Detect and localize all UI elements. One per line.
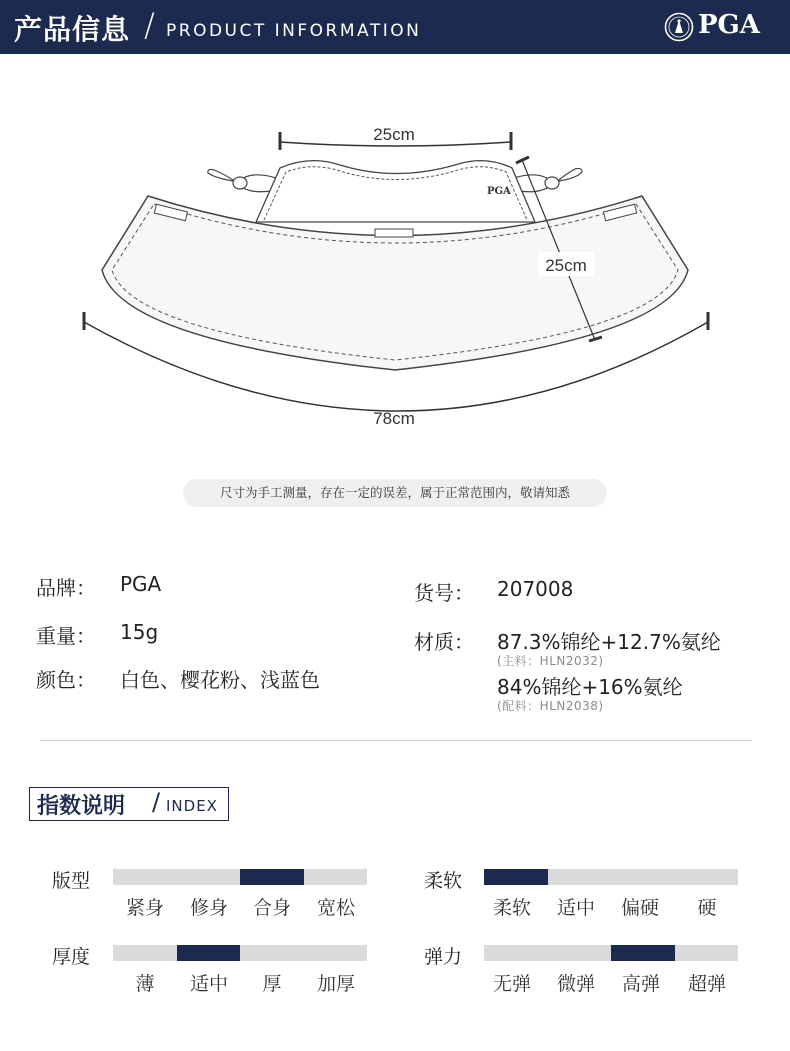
section-divider [40, 740, 752, 741]
elasticity-option: 无弹 [492, 973, 532, 995]
metric-label-thickness: 厚度 [52, 946, 91, 968]
drawcord-left [208, 169, 276, 191]
depth-label: 25cm [545, 256, 587, 275]
fit-scale-indicator [240, 869, 304, 885]
outer-length-label: 78cm [373, 409, 415, 428]
elasticity-scale-bar [484, 945, 738, 961]
weight-value: 15g [120, 620, 159, 644]
weight-label: 重量： [36, 624, 96, 648]
fit-scale-bar [113, 869, 367, 885]
fit-option: 宽松 [316, 897, 356, 919]
material-label: 材质： [414, 630, 474, 654]
thickness-scale-indicator [177, 945, 241, 961]
color-label: 颜色： [36, 668, 96, 692]
metric-label-fit: 版型 [52, 870, 91, 892]
softness-scale-bar [484, 869, 738, 885]
sku-label: 货号： [414, 581, 474, 605]
header-title-en: PRODUCT INFORMATION [166, 21, 422, 41]
material-main-note: (主料：HLN2032) [497, 654, 604, 668]
index-title-cn: 指数说明 [37, 794, 126, 819]
sku-value: 207008 [497, 577, 574, 601]
softness-option: 柔软 [492, 897, 532, 919]
elasticity-option: 高弹 [621, 973, 661, 995]
elasticity-option: 超弹 [687, 973, 727, 995]
thickness-option: 厚 [262, 973, 282, 995]
material-sub-note: (配料：HLN2038) [497, 699, 604, 713]
pga-seal-icon [664, 12, 694, 42]
drawcord-right [514, 168, 582, 191]
index-title-box [29, 787, 229, 821]
header-slash: / [144, 6, 155, 44]
index-title-slash: / [152, 788, 161, 816]
material-main: 87.3%锦纶+12.7%氨纶 [497, 630, 721, 654]
thickness-option: 加厚 [316, 973, 356, 995]
product-logo-text: PGA [487, 186, 511, 197]
brand-label: 品牌： [36, 576, 96, 600]
measurement-note: 尺寸为手工测量，存在一定的误差，属于正常范围内，敬请知悉 [183, 479, 607, 507]
index-title-en: INDEX [166, 797, 218, 815]
elasticity-scale-indicator [611, 945, 675, 961]
metric-label-elasticity: 弹力 [424, 946, 463, 968]
header-title-cn: 产品信息 [14, 13, 131, 46]
metric-label-softness: 柔软 [424, 870, 463, 892]
pga-logo: PGA [698, 10, 760, 40]
brand-value: PGA [120, 572, 162, 596]
color-value: 白色、樱花粉、浅蓝色 [120, 668, 320, 692]
softness-scale-indicator [484, 869, 548, 885]
fit-option: 合身 [252, 897, 292, 919]
fit-option: 紧身 [125, 897, 165, 919]
thickness-option: 适中 [189, 973, 229, 995]
top-width-label: 25cm [373, 125, 415, 144]
fit-option: 修身 [189, 897, 229, 919]
thickness-scale-bar [113, 945, 367, 961]
header-banner [0, 0, 790, 54]
thickness-option: 薄 [135, 973, 155, 995]
softness-option: 偏硬 [620, 897, 660, 919]
material-sub: 84%锦纶+16%氨纶 [497, 675, 683, 699]
softness-option: 硬 [697, 897, 717, 919]
softness-option: 适中 [556, 897, 596, 919]
elasticity-option: 微弹 [556, 973, 596, 995]
product-size-diagram [0, 54, 790, 474]
